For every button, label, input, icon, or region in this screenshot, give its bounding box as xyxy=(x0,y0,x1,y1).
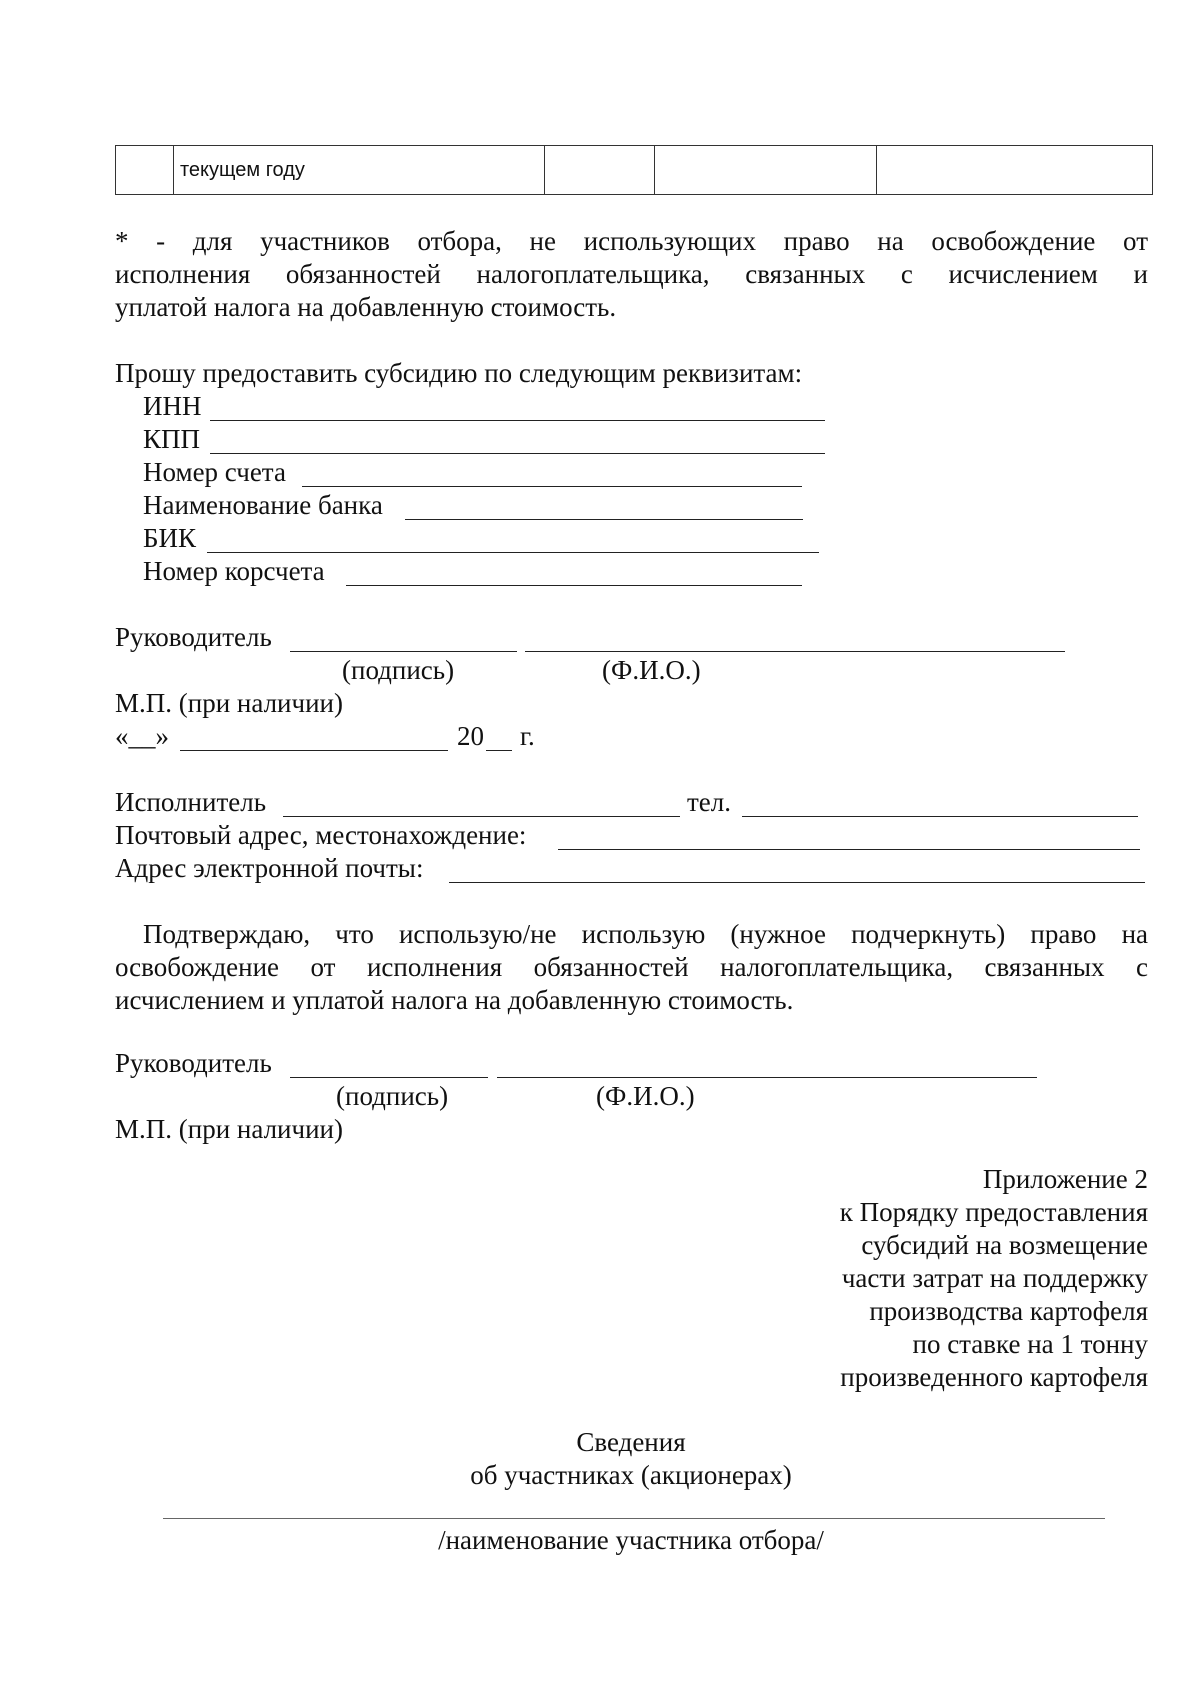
account-field[interactable] xyxy=(302,486,802,487)
signature-caption: (подпись) xyxy=(342,655,455,685)
footnote-line: * - для участников отбора, не использующих право на освобождение от xyxy=(115,226,1148,256)
stamp-note: М.П. (при наличии) xyxy=(115,688,343,718)
inn-label: ИНН xyxy=(143,391,202,421)
info-title: Сведения xyxy=(576,1427,686,1457)
head-fio-field[interactable] xyxy=(497,1077,1037,1078)
date-month-field[interactable] xyxy=(180,750,448,751)
table-cell xyxy=(655,146,877,195)
appendix-line: производства картофеля xyxy=(869,1296,1148,1326)
appendix-line: части затрат на поддержку xyxy=(841,1263,1148,1293)
signature-caption: (подпись) xyxy=(336,1081,449,1111)
appendix-line: произведенного картофеля xyxy=(840,1362,1148,1392)
participant-name-caption: /наименование участника отбора/ xyxy=(438,1525,824,1555)
phone-label: тел. xyxy=(687,787,732,817)
appendix-line: субсидий на возмещение xyxy=(861,1230,1148,1260)
date-year-prefix: 20 xyxy=(457,721,484,751)
bik-label: БИК xyxy=(143,523,197,553)
payments-table xyxy=(115,145,1153,195)
table-cell xyxy=(545,146,655,195)
postal-field[interactable] xyxy=(558,849,1140,850)
inn-field[interactable] xyxy=(210,420,825,421)
footnote-line: исполнения обязанностей налогоплательщика, связанных с исчислением и xyxy=(115,259,1148,289)
head-signature-field[interactable] xyxy=(290,1077,488,1078)
requisites-intro: Прошу предоставить субсидию по следующим реквизитам: xyxy=(115,358,803,388)
executor-field[interactable] xyxy=(283,816,680,817)
kpp-label: КПП xyxy=(143,424,201,454)
bank-label: Наименование банка xyxy=(143,490,383,520)
corr-account-label: Номер корсчета xyxy=(143,556,325,586)
kpp-field[interactable] xyxy=(210,453,825,454)
bik-field[interactable] xyxy=(207,552,819,553)
confirm-line: освобождение от исполнения обязанностей налогоплательщика, связанных с xyxy=(115,952,1148,982)
table-cell-label: текущем году xyxy=(174,146,545,195)
date-day: «__» xyxy=(115,721,169,751)
head-label: Руководитель xyxy=(115,1048,272,1078)
table-row xyxy=(116,146,1153,195)
participant-name-field[interactable] xyxy=(163,1518,1105,1519)
head-signature-field[interactable] xyxy=(290,651,517,652)
account-label: Номер счета xyxy=(143,457,286,487)
footnote-line: уплатой налога на добавленную стоимость. xyxy=(115,292,617,322)
confirm-line: Подтверждаю, что использую/не использую (нужное подчеркнуть) право на xyxy=(143,919,1148,949)
fio-caption: (Ф.И.О.) xyxy=(602,655,701,685)
head-label: Руководитель xyxy=(115,622,272,652)
fio-caption: (Ф.И.О.) xyxy=(596,1081,695,1111)
confirm-line: исчислением и уплатой налога на добавленную стоимость. xyxy=(115,985,794,1015)
date-year-field[interactable] xyxy=(486,750,512,751)
table-cell xyxy=(877,146,1153,195)
email-label: Адрес электронной почты: xyxy=(115,853,424,883)
executor-label: Исполнитель xyxy=(115,787,267,817)
head-fio-field[interactable] xyxy=(525,651,1065,652)
table-cell-number xyxy=(116,146,174,195)
info-subtitle: об участниках (акционерах) xyxy=(470,1460,792,1490)
stamp-note: М.П. (при наличии) xyxy=(115,1114,343,1144)
appendix-line: Приложение 2 xyxy=(982,1164,1148,1194)
corr-account-field[interactable] xyxy=(346,585,802,586)
appendix-line: к Порядку предоставления xyxy=(839,1197,1148,1227)
postal-label: Почтовый адрес, местонахождение: xyxy=(115,820,527,850)
email-field[interactable] xyxy=(449,882,1145,883)
phone-field[interactable] xyxy=(742,816,1138,817)
appendix-line: по ставке на 1 тонну xyxy=(912,1329,1148,1359)
bank-field[interactable] xyxy=(405,519,803,520)
date-year-suffix: г. xyxy=(520,721,535,751)
